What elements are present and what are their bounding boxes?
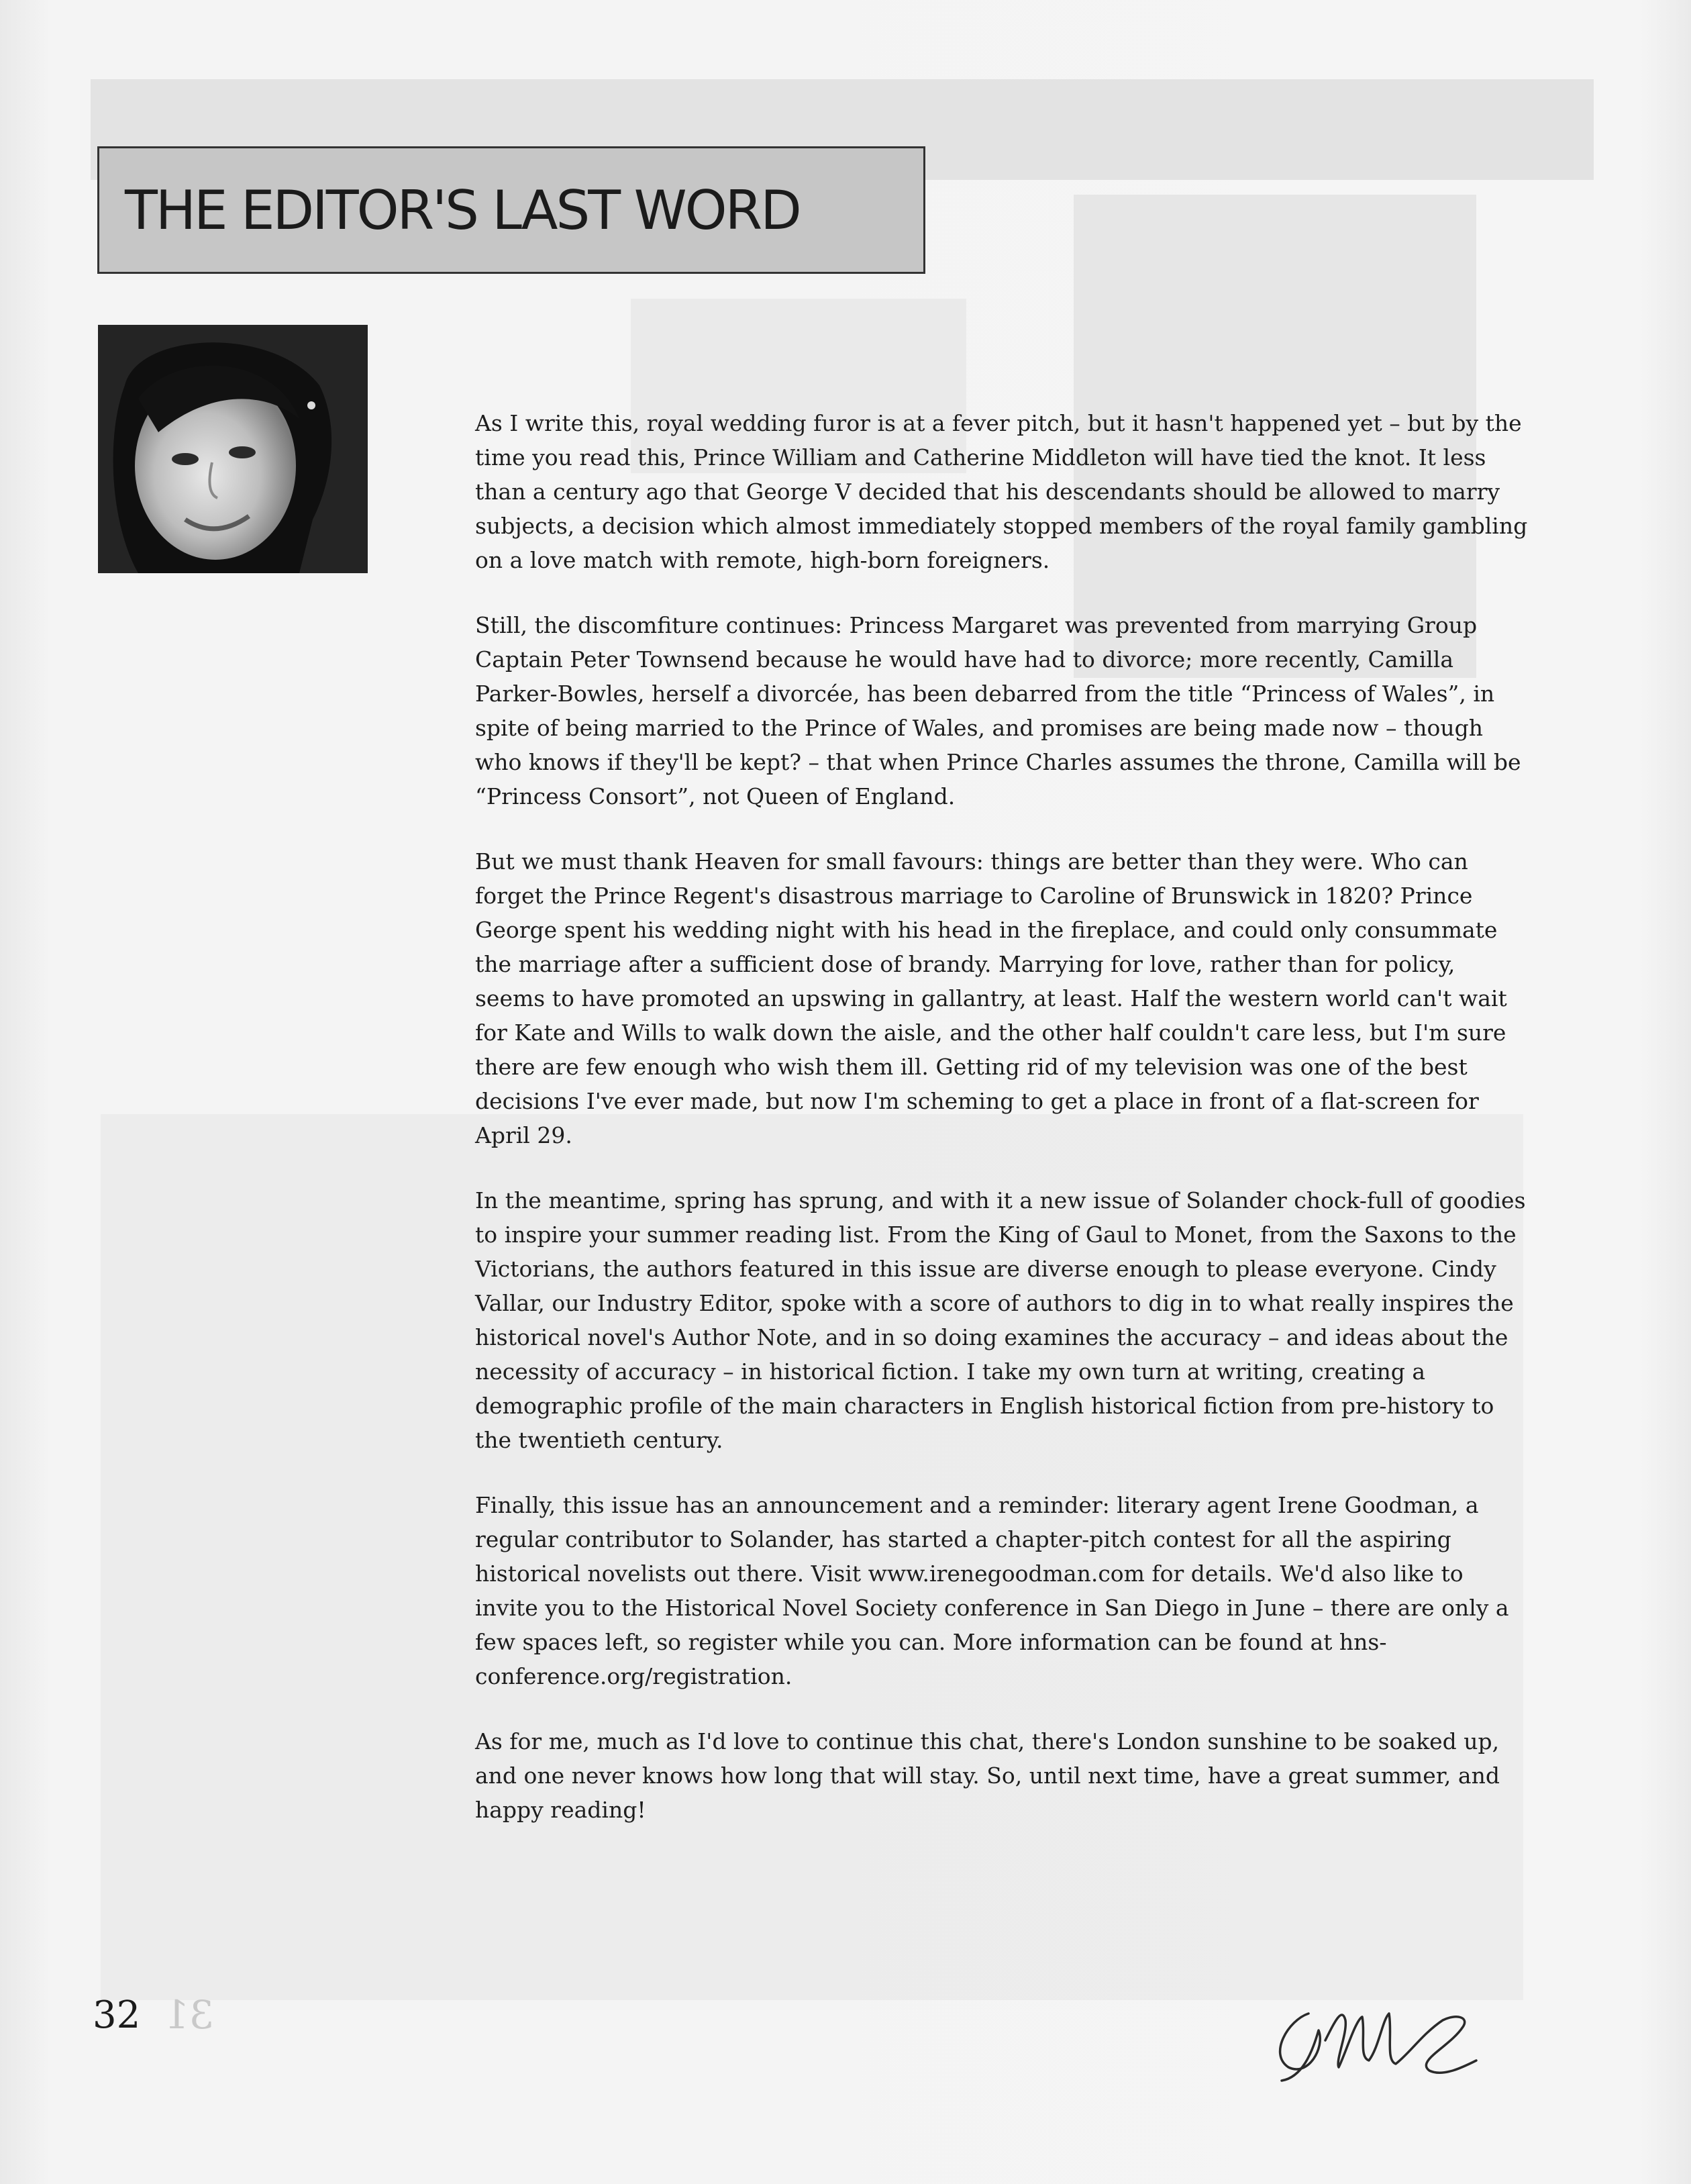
handwritten-signature	[1262, 1993, 1490, 2084]
section-title-box	[97, 146, 925, 274]
paragraph: As for me, much as I'd love to continue this chat, there's London sunshine to be soaked up, and one never knows how long that will stay. So, until next time, have a great summer, and happy reading!	[475, 1728, 1500, 1823]
page-title: THE EDITOR'S LAST WORD	[125, 179, 800, 242]
portrait-image	[98, 325, 368, 573]
paragraph: But we must thank Heaven for small favours: things are better than they were. Who can forget the Prince Regent's disastrous marriage to Caroline of Brunswick in 1820? Prince George spent his wedding night with his head in the fireplace, and could only consummate the marriage after a sufficient dose of brandy. Marrying for love, rather than for policy, seems to have promoted an upswing in gallantry, at least. Half the western world can't wait for Kate and Wills to walk down the aisle, and the other half couldn't care less, but I'm sure there are few enough who wish them ill. Getting rid of my television was one of the best decisions I've ever made, but now I'm scheming to get a place in front of a flat-screen for April 29.	[475, 848, 1507, 1148]
signature-icon	[1262, 1993, 1490, 2084]
editor-portrait-photo	[98, 325, 368, 573]
paragraph: In the meantime, spring has sprung, and with it a new issue of Solander chock-full of goodies to inspire your summer reading list. From the King of Gaul to Monet, from the Saxons to the Victorians, the authors featured in this issue are diverse enough to please everyone. Cindy Vallar, our Industry Editor, spoke with a score of authors to dig in to what really inspires the historical novel's Author Note, and in so doing examines the accuracy – and ideas about the necessity of accuracy – in historical fiction. I take my own turn at writing, creating a demographic profile of the main characters in English historical fiction from pre-history to the twentieth century.	[475, 1187, 1526, 1453]
paragraph: Finally, this issue has an announcement and a reminder: literary agent Irene Goodman, a regular contributor to Solander, has started a chapter-pitch contest for all the aspiring historical novelists out there. Visit www.irenegoodman.com for details. We'd also like to invite you to the Historical Novel Society conference in San Diego in June – there are only a few spaces left, so register while you can. More information can be found at hns-conference.org/registration.	[475, 1492, 1509, 1689]
editorial-body	[475, 406, 1529, 1858]
paragraph: Still, the discomfiture continues: Princess Margaret was prevented from marrying Group Captain Peter Townsend because he would have had to divorce; more recently, Camilla Parker-Bowles, herself a divorcée, has been debarred from the title “Princess of Wales”, in spite of being married to the Prince of Wales, and promises are being made now – though who knows if they'll be kept? – that when Prince Charles assumes the throne, Camilla will be “Princess Consort”, not Queen of England.	[475, 612, 1521, 809]
bleed-through-page-number: 31	[164, 1992, 214, 2038]
page-number: 32	[93, 1993, 141, 2037]
paragraph: As I write this, royal wedding furor is at a fever pitch, but it hasn't happened yet – but by the time you read this, Prince William and Catherine Middleton will have tied the knot. It less than a century ago that George V decided that his descendants should be allowed to marry subjects, a decision which almost immediately stopped members of the royal family gambling on a love match with remote, high-born foreigners.	[475, 410, 1528, 573]
